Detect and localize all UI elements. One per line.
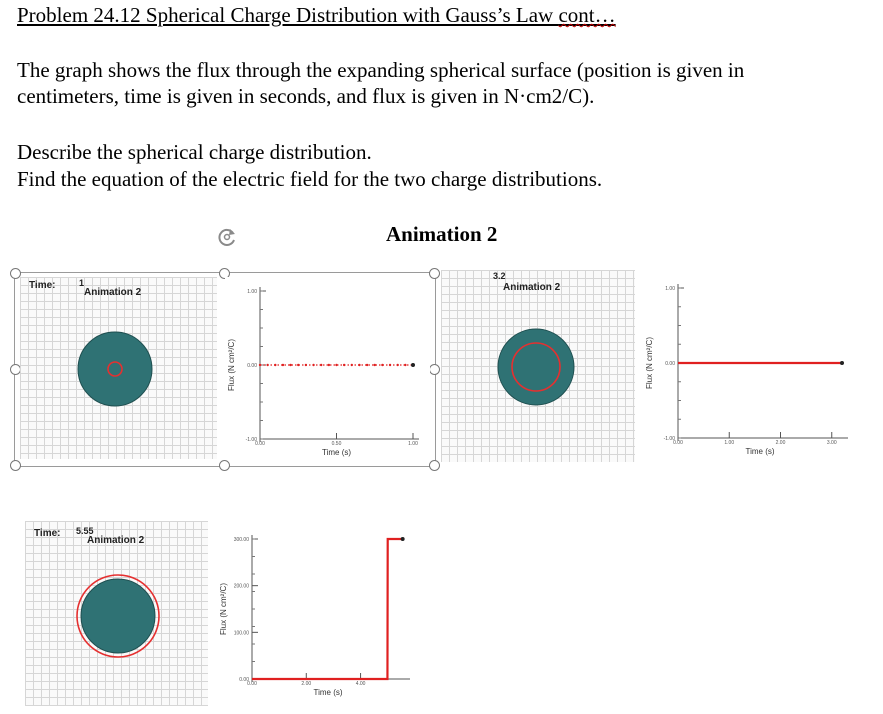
paragraph-line: The graph shows the flux through the expanding spherical surface (position is given in [17,58,745,82]
charge-sphere [81,579,155,653]
current-point [840,361,844,365]
current-point [411,363,415,367]
x-tick-label: 1.00 [408,441,418,447]
x-axis-label: Time (s) [313,688,343,697]
x-tick-label: 0.00 [255,441,265,447]
y-tick-label: 300.00 [233,537,249,543]
flux-series-line [252,539,403,679]
y-tick-label: -1.00 [245,437,257,443]
x-tick-label: 0.00 [673,440,683,446]
y-tick-label: -1.00 [663,436,675,442]
data-point [389,364,391,366]
x-tick-label: 1.00 [724,440,735,446]
data-point [320,364,322,366]
charge-sphere [498,329,574,405]
page-title: Problem 24.12 Spherical Charge Distribution with Gauss’s Law cont… [17,3,616,27]
time-value: 3.2 [493,271,506,281]
x-axis-label: Time (s) [321,448,352,457]
x-tick-label: 3.00 [826,440,837,446]
data-point [343,364,345,366]
animation-panel-2 [441,270,635,462]
data-point [381,364,383,366]
rotate-icon[interactable] [216,226,238,248]
data-point [404,364,406,366]
resize-handle[interactable] [429,268,440,279]
sphere-diagram [441,270,635,462]
y-tick-label: 200.00 [233,583,249,590]
animation-heading: Animation 2 [386,222,498,246]
y-tick-label: 0.00 [239,677,249,683]
data-point [259,364,261,366]
y-tick-label: 0.00 [665,361,675,367]
x-tick-label: 4.00 [355,681,366,687]
resize-handle[interactable] [219,460,230,471]
animation-panel-3 [25,521,225,706]
paragraph-line: centimeters, time is given in seconds, and flux is given in N·cm2/C). [17,84,595,108]
title-tail: cont… [558,3,616,27]
x-tick-label: 2.00 [301,681,312,687]
y-axis-label: Flux (N cm²/C) [227,339,236,391]
x-axis-label: Time (s) [745,447,775,456]
data-point [274,364,276,366]
charge-sphere [78,332,152,406]
resize-handle[interactable] [429,364,440,375]
data-point [358,364,360,366]
x-tick-label: 0.00 [247,681,257,687]
y-tick-label: 100.00 [233,630,249,637]
animation-name: Animation 2 [84,287,142,298]
animation-name: Animation 2 [87,535,145,546]
data-point [328,364,330,366]
time-label: Time: [34,528,61,539]
time-value: 1 [79,278,85,288]
y-axis-label: Flux (N cm²/C) [219,583,228,635]
resize-handle[interactable] [429,460,440,471]
x-tick-label: 2.00 [775,440,786,446]
data-point [351,364,353,366]
data-point [289,364,291,366]
time-label: Time: [29,280,56,291]
y-axis-label: Flux (N cm²/C) [645,337,654,389]
sphere-diagram [20,277,217,459]
data-point [312,364,314,366]
resize-handle[interactable] [10,460,21,471]
data-point [266,364,268,366]
data-point [282,364,284,366]
data-point [366,364,368,366]
flux-chart-3 [208,521,428,709]
data-point [297,364,299,366]
data-point [374,364,376,366]
y-tick-label: 0.00 [247,363,257,369]
current-point [401,537,405,541]
flux-chart-1 [225,277,430,459]
animation-name: Animation 2 [503,282,561,293]
flux-chart-2 [638,272,858,464]
paragraph-line: Find the equation of the electric field for the two charge distributions. [17,167,603,191]
sphere-diagram [25,521,225,706]
x-tick-label: 0.50 [331,441,342,447]
y-tick-label: 1.00 [665,286,675,292]
animation-panel-1 [20,277,217,459]
data-point [397,364,399,366]
time-value: 5.55 [76,526,94,536]
paragraph-line: Describe the spherical charge distribution. [17,140,372,164]
y-tick-label: 1.00 [247,289,257,295]
data-point [335,364,337,366]
data-point [305,364,307,366]
